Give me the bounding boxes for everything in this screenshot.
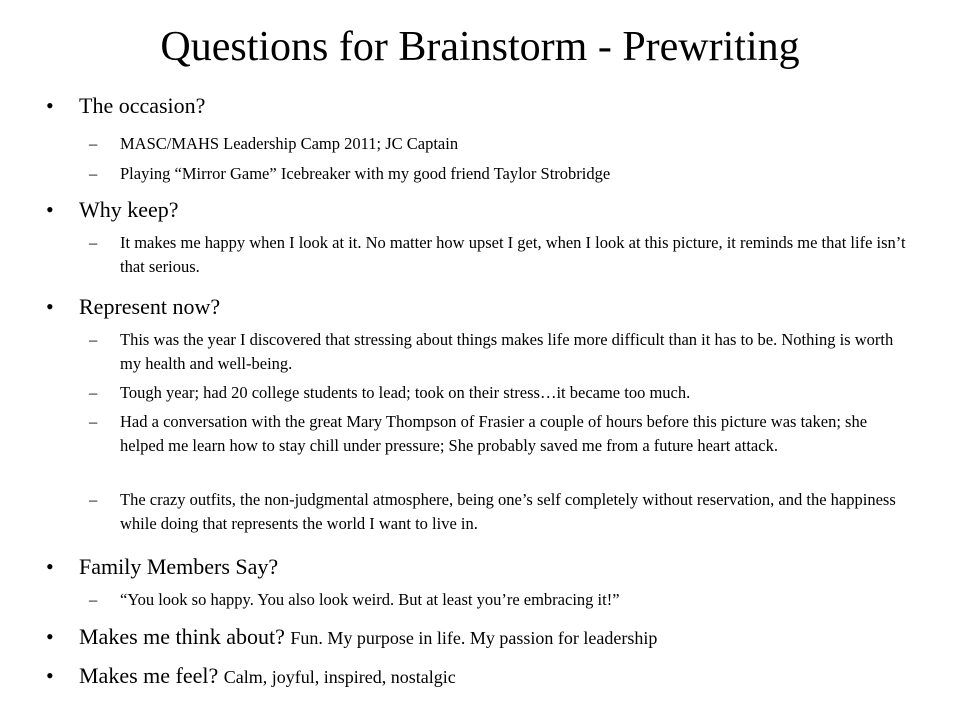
bullet-family-members-say (46, 553, 939, 581)
sub-bullet (89, 588, 912, 612)
sub-bullet-dash: – (89, 233, 98, 252)
bullet-dot: • (46, 663, 54, 688)
bullet-inline-answer: Calm, joyful, inspired, nostalgic (223, 667, 456, 687)
bullet-heading: Makes me think about? (79, 624, 285, 649)
bullet-the-occasion (46, 92, 939, 120)
bullet-why-keep (46, 196, 939, 224)
bullet-makes-me-think-about (46, 623, 939, 652)
sub-bullet-dash: – (89, 330, 98, 349)
bullet-inline-answer: Fun. My purpose in life. My passion for leadership (290, 628, 658, 648)
bullet-represent-now (46, 293, 939, 321)
bullet-heading: Why keep? (79, 197, 179, 222)
bullet-heading: Family Members Say? (79, 554, 279, 579)
slide-content (0, 90, 960, 720)
sub-bullet-text: “You look so happy. You also look weird. But at least you’re embracing it!” (120, 590, 620, 609)
sub-bullet (89, 132, 912, 156)
sub-bullet-dash: – (89, 412, 98, 431)
sub-bullet (89, 410, 912, 458)
sub-bullet-dash: – (89, 383, 98, 402)
sub-bullet-text: It makes me happy when I look at it. No matter how upset I get, when I look at this picture, it reminds me that life isn’t that serious. (120, 233, 906, 276)
bullet-dot: • (46, 197, 54, 222)
sub-bullet (89, 328, 912, 376)
bullet-dot: • (46, 294, 54, 319)
bullet-heading: Represent now? (79, 294, 221, 319)
bullet-heading: Makes me feel? (79, 663, 219, 688)
slide-title: Questions for Brainstorm - Prewriting (160, 24, 800, 70)
sub-bullet (89, 488, 912, 536)
sub-bullet-dash: – (89, 134, 98, 153)
bullet-heading: The occasion? (79, 93, 206, 118)
bullet-dot: • (46, 93, 54, 118)
sub-bullet (89, 231, 912, 279)
sub-bullet-dash: – (89, 490, 98, 509)
sub-bullet (89, 162, 912, 186)
sub-bullet-text: MASC/MAHS Leadership Camp 2011; JC Captain (120, 134, 459, 153)
bullet-dot: • (46, 554, 54, 579)
sub-bullet-text: Had a conversation with the great Mary Thompson of Frasier a couple of hours before this picture was taken; she helped me learn how to stay chill under pressure; She probably saved me from a future heart attack. (120, 412, 868, 455)
sub-bullet-dash: – (89, 164, 98, 183)
bullet-dot: • (46, 624, 54, 649)
sub-bullet (89, 381, 912, 405)
bullet-makes-me-feel (46, 662, 939, 691)
sub-bullet-text: Playing “Mirror Game” Icebreaker with my good friend Taylor Strobridge (120, 164, 611, 183)
sub-bullet-dash: – (89, 590, 98, 609)
sub-bullet-text: This was the year I discovered that stressing about things makes life more difficult than it has to be. Nothing is worth my health and well-being. (120, 330, 894, 373)
sub-bullet-text: The crazy outfits, the non-judgmental atmosphere, being one’s self completely without reservation, and the happiness while doing that represents the world I want to live in. (120, 490, 896, 533)
sub-bullet-text: Tough year; had 20 college students to lead; took on their stress…it became too much. (120, 383, 691, 402)
